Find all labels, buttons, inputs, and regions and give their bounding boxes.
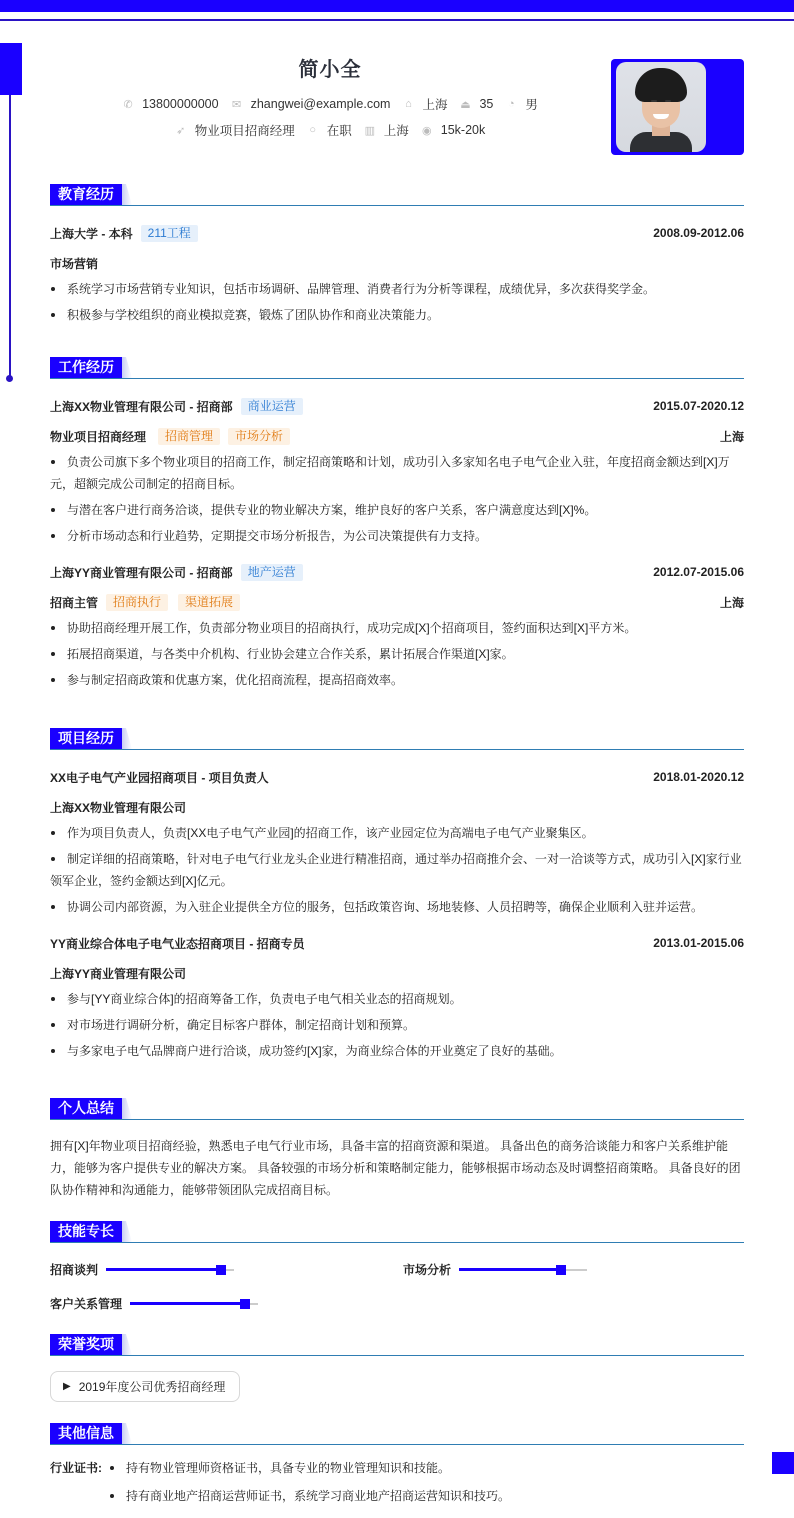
contact-age: ⏏ 35 xyxy=(460,97,494,111)
skill-level-slider[interactable] xyxy=(459,1265,587,1275)
period: 2012.07-2015.06 xyxy=(653,565,744,579)
projects-section xyxy=(50,728,744,1062)
company-tag: 地产运营 xyxy=(241,564,303,581)
period: 2008.09-2012.06 xyxy=(653,226,744,240)
school-name: 上海大学 - 本科 xyxy=(50,226,133,241)
bullet-item: 对市场进行调研分析，确定目标客户群体，制定招商计划和预算。 xyxy=(50,1014,744,1036)
section-title: 教育经历 xyxy=(50,184,122,205)
contact-email[interactable]: ✉ zhangwei@example.com xyxy=(231,97,391,111)
section-header xyxy=(50,1334,744,1356)
intent-position: ➶ 物业项目招商经理 xyxy=(176,124,295,138)
contact-city: ⌂ 上海 xyxy=(402,95,447,113)
certificates-label: 行业证书: xyxy=(50,1461,102,1475)
candidate-name: 简小全 xyxy=(298,59,362,81)
certificates-row xyxy=(50,1457,744,1513)
expand-triangle-icon: ▶ xyxy=(63,1381,71,1392)
section-title: 个人总结 xyxy=(50,1098,122,1119)
company-name: 上海YY商业管理有限公司 - 招商部 xyxy=(50,565,233,580)
company-name: 上海XX物业管理有限公司 - 招商部 xyxy=(50,399,233,414)
mail-icon: ✉ xyxy=(231,98,242,111)
role-tag: 招商管理 xyxy=(158,428,220,445)
project-company: 上海YY商业管理有限公司 xyxy=(50,966,187,981)
top-accent-line xyxy=(0,19,794,21)
left-accent-dot xyxy=(6,375,13,382)
section-header xyxy=(50,184,744,206)
summary-text: 拥有[X]年物业项目招商经验，熟悉电子电气行业市场，具备丰富的招商资源和渠道。 具备出色的商务洽谈能力和客户关系维护能力，能够为客户提供专业的解决方案。 具备较强的市场分析和策略制定能力，能够根据市场动态及时调整招商策略。 具备良好的团队协作精神和沟通能力，能够带领团队完成招商目标。 xyxy=(50,1139,741,1197)
period: 2015.07-2020.12 xyxy=(653,399,744,413)
bullet-item: 分析市场动态和行业趋势，定期提交市场分析报告，为公司决策提供有力支持。 xyxy=(50,525,744,547)
status-icon: ○ xyxy=(309,124,317,136)
skill-name: 招商谈判 xyxy=(50,1263,99,1277)
award-label: 2019年度公司优秀招商经理 xyxy=(78,1380,226,1394)
skill-level-slider[interactable] xyxy=(106,1265,234,1275)
major: 市场营销 xyxy=(50,256,99,271)
bullet-item: 协调公司内部资源，为入驻企业提供全方位的服务，包括政策咨询、场地装修、人员招聘等，确保企业顺利入驻并运营。 xyxy=(50,896,744,918)
role: 招商主管 xyxy=(50,595,99,610)
company-tag: 商业运营 xyxy=(241,398,303,415)
certificate-item: 持有商业地产招商运营师证书，系统学习商业地产招商运营知识和技巧。 xyxy=(102,1485,510,1507)
location: 上海 xyxy=(719,429,744,444)
work-item xyxy=(50,563,744,691)
gender-icon: ◔ xyxy=(508,98,515,110)
phone-icon: ✆ xyxy=(123,98,133,111)
project-name: YY商业综合体电子电气业态招商项目 - 招商专员 xyxy=(50,936,305,951)
contact-row xyxy=(50,95,610,113)
skill-level-slider[interactable] xyxy=(130,1299,258,1309)
left-accent-line xyxy=(9,95,11,378)
section-title: 荣誉奖项 xyxy=(50,1334,122,1355)
work-section xyxy=(50,357,744,691)
home-icon: ⌂ xyxy=(405,98,412,110)
project-company: 上海XX物业管理有限公司 xyxy=(50,800,187,815)
section-header xyxy=(50,1098,744,1120)
bullet-item: 拓展招商渠道，与各类中介机构、行业协会建立合作关系，累计拓展合作渠道[X]家。 xyxy=(50,643,744,665)
section-title: 技能专长 xyxy=(50,1221,122,1242)
bullet-item: 制定详细的招商策略，针对电子电气行业龙头企业进行精准招商，通过举办招商推介会、一对一洽谈等方式，成功引入[X]家行业领军企业，签约金额达到[X]亿元。 xyxy=(50,848,744,892)
bullet-item: 作为项目负责人，负责[XX电子电气产业园]的招商工作，该产业园定位为高端电子电气产业聚集区。 xyxy=(50,822,744,844)
project-item xyxy=(50,768,744,918)
skill-name: 市场分析 xyxy=(403,1263,452,1277)
right-accent-block xyxy=(772,1452,794,1474)
left-accent-block xyxy=(0,43,22,95)
contact-gender: ◔ 男 xyxy=(505,95,538,113)
skill-item xyxy=(50,1261,234,1278)
school-tag: 211工程 xyxy=(141,225,198,242)
salary-icon: ◉ xyxy=(421,124,432,137)
work-item xyxy=(50,397,744,547)
honors-section xyxy=(50,1334,744,1402)
role-tag: 招商执行 xyxy=(106,594,168,611)
slider-thumb[interactable] xyxy=(556,1265,566,1275)
intent-row xyxy=(50,121,610,139)
section-header xyxy=(50,1423,744,1445)
section-title: 工作经历 xyxy=(50,357,122,378)
slider-thumb[interactable] xyxy=(216,1265,226,1275)
skill-item xyxy=(403,1261,587,1278)
skill-name: 客户关系管理 xyxy=(50,1297,123,1311)
age-icon: ⏏ xyxy=(460,98,471,111)
bullet-item: 参与[YY商业综合体]的招商筹备工作，负责电子电气相关业态的招商规划。 xyxy=(50,988,744,1010)
period: 2018.01-2020.12 xyxy=(653,770,744,784)
project-item xyxy=(50,934,744,1062)
bullet-item: 系统学习市场营销专业知识，包括市场调研、品牌管理、消费者行为分析等课程，成绩优异，多次获得奖学金。 xyxy=(50,278,744,300)
bullet-item: 负责公司旗下多个物业项目的招商工作，制定招商策略和计划，成功引入多家知名电子电气企业入驻，年度招商金额达到[X]万元，超额完成公司制定的招商目标。 xyxy=(50,451,744,495)
resume-header xyxy=(50,55,610,139)
bullet-item: 与多家电子电气品牌商户进行洽谈，成功签约[X]家，为商业综合体的开业奠定了良好的基础。 xyxy=(50,1040,744,1062)
role-tag: 渠道拓展 xyxy=(178,594,240,611)
role: 物业项目招商经理 xyxy=(50,429,147,444)
award-item[interactable] xyxy=(50,1371,240,1402)
avatar xyxy=(616,62,706,152)
building-icon: ▥ xyxy=(364,124,375,137)
bullet-item: 协助招商经理开展工作，负责部分物业项目的招商执行，成功完成[X]个招商项目，签约面积达到[X]平方米。 xyxy=(50,617,744,639)
bullet-item: 与潜在客户进行商务洽谈，提供专业的物业解决方案，维护良好的客户关系，客户满意度达到[X]%。 xyxy=(50,499,744,521)
skills-section xyxy=(50,1221,744,1313)
role-tag: 市场分析 xyxy=(228,428,290,445)
other-section xyxy=(50,1423,744,1513)
period: 2013.01-2015.06 xyxy=(653,936,744,950)
section-header xyxy=(50,728,744,750)
section-title: 项目经历 xyxy=(50,728,122,749)
skill-item xyxy=(50,1295,258,1312)
section-title: 其他信息 xyxy=(50,1423,122,1444)
section-header xyxy=(50,357,744,379)
send-icon: ➶ xyxy=(176,124,186,137)
certificate-item: 持有物业管理师资格证书，具备专业的物业管理知识和技能。 xyxy=(102,1457,510,1479)
photo-frame xyxy=(611,59,744,155)
intent-city: ▥ 上海 xyxy=(364,124,409,138)
slider-thumb[interactable] xyxy=(240,1299,250,1309)
bullet-item: 参与制定招商政策和优惠方案，优化招商流程，提高招商效率。 xyxy=(50,669,744,691)
top-accent-bar xyxy=(0,0,794,12)
bullet-item: 积极参与学校组织的商业模拟竞赛，锻炼了团队协作和商业决策能力。 xyxy=(50,304,744,326)
project-name: XX电子电气产业园招商项目 - 项目负责人 xyxy=(50,770,269,785)
education-item xyxy=(50,224,744,326)
summary-section xyxy=(50,1098,744,1201)
location: 上海 xyxy=(719,595,744,610)
intent-salary: ◉ 15k-20k xyxy=(421,123,486,137)
section-header xyxy=(50,1221,744,1243)
contact-phone: ✆ 13800000000 xyxy=(123,97,219,111)
education-section xyxy=(50,184,744,326)
intent-status: ○ 在职 xyxy=(307,121,352,139)
